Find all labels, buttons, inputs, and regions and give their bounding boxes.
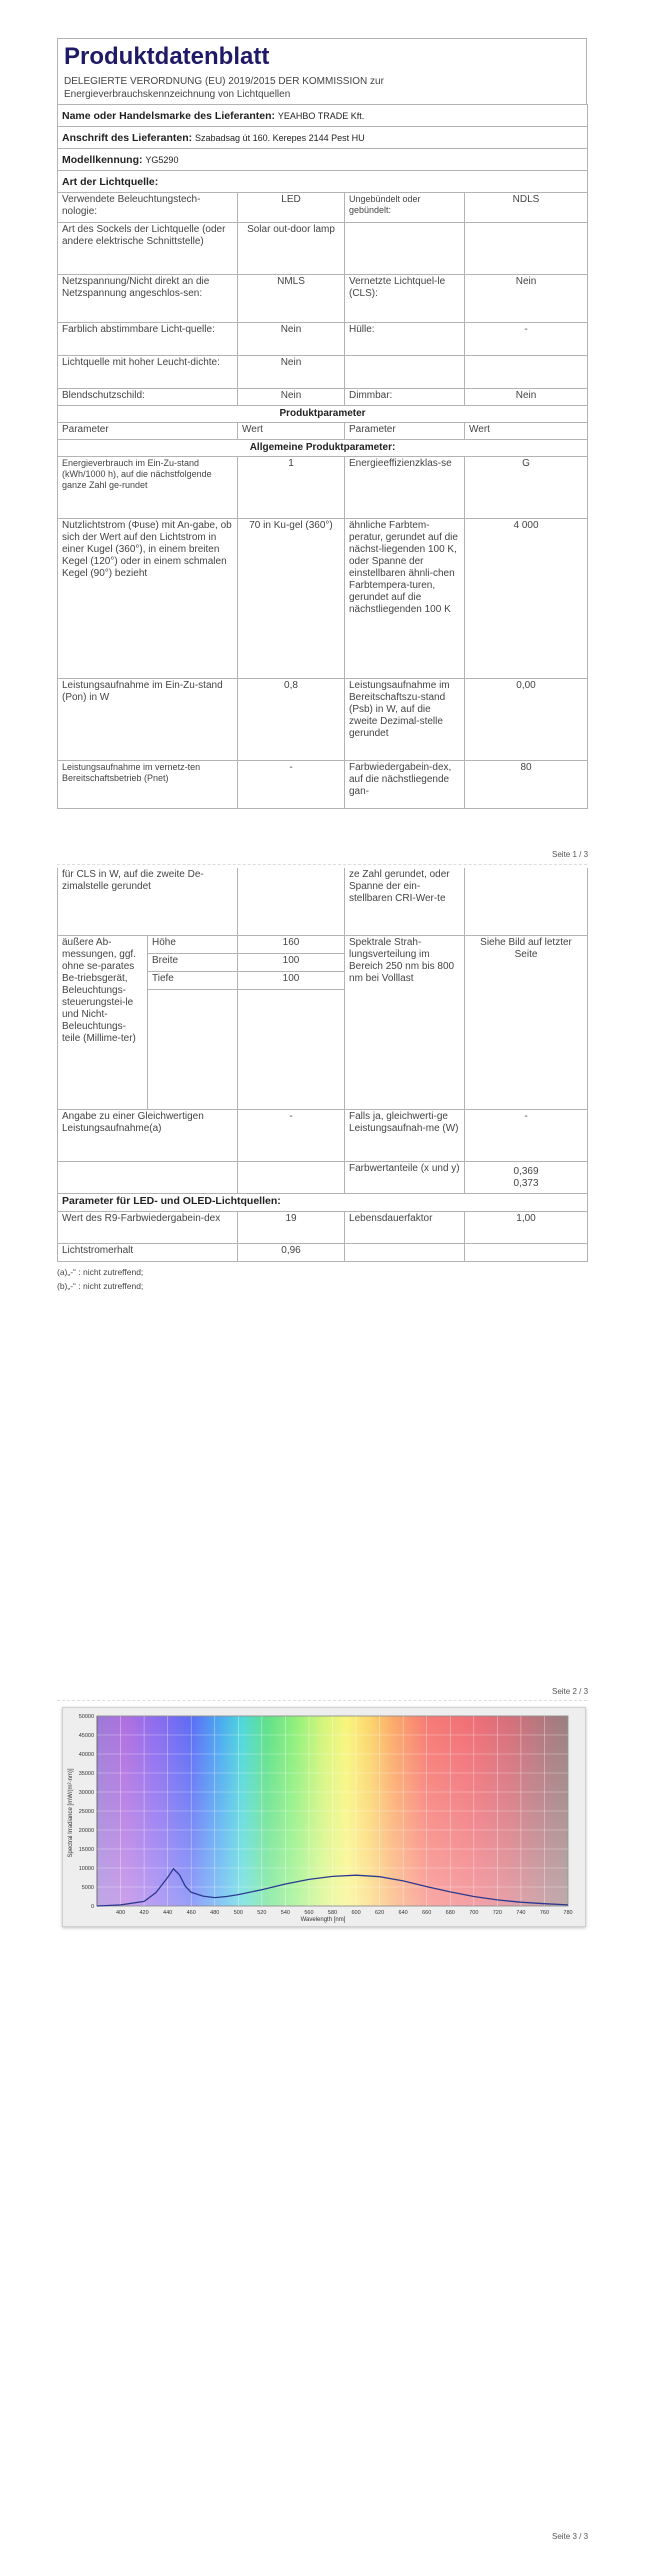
led-params-heading: Parameter für LED- und OLED-Lichtquellen:	[58, 1193, 588, 1211]
x-tick-label: 640	[398, 1910, 408, 1916]
envelope-label: Hülle:	[345, 323, 465, 356]
cct-label: ähnliche Farbtem-peratur, gerundet auf die nächst-liegenden 100 K, oder Spanne der einstellbaren ähnli-chen Farbtempera-turen, gerundet auf die nächstliegenden 100 K	[345, 519, 465, 679]
spectrum-chart	[62, 1707, 586, 1927]
col-header-param-1: Parameter	[58, 423, 238, 440]
tunable-label: Farblich abstimmbare Licht-quelle:	[58, 323, 238, 356]
doc-subtitle-1: DELEGIERTE VERORDNUNG (EU) 2019/2015 DER KOMMISSION zur	[64, 76, 384, 87]
doc-header	[57, 38, 587, 104]
x-tick-label: 420	[139, 1910, 149, 1916]
x-tick-label: 680	[445, 1910, 455, 1916]
spectrum-chart-svg	[63, 1708, 585, 1926]
life-label: Lebensdauerfaktor	[345, 1211, 465, 1243]
model-value: YG5290	[145, 155, 179, 165]
chroma-y-value: 0,373	[513, 1177, 539, 1189]
y-tick-label: 50000	[78, 1714, 94, 1720]
y-tick-label: 25000	[78, 1809, 94, 1815]
pnet-value: -	[238, 761, 345, 809]
product-params-heading: Produktparameter	[58, 406, 588, 423]
x-tick-label: 620	[375, 1910, 385, 1916]
cct-value: 4 000	[465, 519, 588, 679]
cap-value: Solar out-door lamp	[238, 223, 345, 275]
empty-cell	[465, 223, 588, 275]
maintenance-label: Lichtstromerhalt	[58, 1243, 238, 1261]
y-tick-label: 40000	[78, 1752, 94, 1758]
flux-value: 70 in Ku-gel (360°)	[238, 519, 345, 679]
y-tick-label: 20000	[78, 1828, 94, 1834]
depth-value: 100	[238, 971, 345, 989]
x-tick-label: 780	[563, 1910, 573, 1916]
chroma-x-value: 0,369	[513, 1165, 539, 1177]
col-header-param-2: Parameter	[345, 423, 465, 440]
lightsource-type-heading: Art der Lichtquelle:	[58, 171, 588, 193]
dimensions-label: äußere Ab-messungen, ggf. ohne se-parates Be-triebsgerät, Beleuchtungs-steuerungstei-le und Nicht-Beleuchtungs-teile (Millime-ter)	[58, 935, 148, 1109]
model-label: Modellkennung:	[62, 154, 143, 166]
psb-label: Leistungsaufnahme im Bereitschaftszu-stand (Psb) in W, auf die zweite Dezimal-stelle gerundet	[345, 679, 465, 761]
x-tick-label: 760	[539, 1910, 550, 1916]
mains-value: NMLS	[238, 275, 345, 323]
x-tick-label: 560	[304, 1910, 314, 1916]
x-tick-label: 700	[469, 1910, 479, 1916]
spd-label: Spektrale Strah-lungsverteilung im Bereich 250 nm bis 800 nm bei Volllast	[345, 935, 465, 1109]
y-axis-label: Spectral Irradiance [mW/(m²·nm)]	[68, 1768, 74, 1858]
col-header-value-2: Wert	[465, 423, 588, 440]
undirected-label: Ungebündelt oder gebündelt:	[345, 193, 465, 223]
x-tick-label: 600	[351, 1910, 361, 1916]
x-tick-label: 520	[257, 1910, 267, 1916]
pnet-label: Leistungsaufnahme im vernetz-ten Bereitschaftsbetrieb (Pnet)	[58, 761, 238, 809]
y-tick-label: 45000	[78, 1733, 94, 1739]
empty-cell	[238, 989, 345, 1109]
empty-cell	[238, 868, 345, 935]
equiv-power-value: -	[465, 1109, 588, 1161]
height-label: Höhe	[148, 935, 238, 953]
general-params-heading: Allgemeine Produktparameter:	[58, 440, 588, 457]
height-value: 160	[238, 935, 345, 953]
x-tick-label: 580	[327, 1910, 338, 1916]
dimmable-label: Dimmbar:	[345, 389, 465, 406]
page-1	[57, 38, 587, 809]
datasheet-table-page-2	[57, 868, 588, 1262]
footnote-b: (b)„-“ : nicht zutreffend;	[57, 1280, 144, 1291]
cri-label: Farbwiedergabein-dex, auf die nächstliegende gan-	[345, 761, 465, 809]
y-tick-label: 35000	[78, 1771, 94, 1777]
eclass-value: G	[465, 457, 588, 519]
y-tick-label: 30000	[78, 1790, 94, 1796]
pon-value: 0,8	[238, 679, 345, 761]
chroma-values	[465, 1161, 588, 1193]
r9-value: 19	[238, 1211, 345, 1243]
page-number-3: Seite 3 / 3	[552, 2532, 589, 2541]
energy-label: Energieverbrauch im Ein-Zu-stand (kWh/1000 h), auf die nächstfolgende ganze Zahl ge-rundet	[58, 457, 238, 519]
supplier-row	[58, 105, 588, 127]
width-value: 100	[238, 953, 345, 971]
supplier-label: Name oder Handelsmarke des Lieferanten:	[62, 110, 275, 122]
doc-subtitle-2: Energieverbrauchskennzeichnung von Lichtquellen	[64, 89, 291, 100]
maintenance-value: 0,96	[238, 1243, 345, 1261]
flux-label: Nutzlichtstrom (Φuse) mit An-gabe, ob sich der Wert auf den Lichtstrom in einer Kugel (360°), in einem breiten Kegel (120°) oder in einem schmalen Kegel (90°) bezieht	[58, 519, 238, 679]
dimmable-value: Nein	[465, 389, 588, 406]
y-tick-label: 15000	[78, 1847, 94, 1853]
r9-label: Wert des R9-Farbwiedergabein-dex	[58, 1211, 238, 1243]
cri-label-continued: ze Zahl gerundet, oder Spanne der ein-stellbaren CRI-Wer-te	[345, 868, 465, 935]
pnet-label-continued: für CLS in W, auf die zweite De-zimalstelle gerundet	[58, 868, 238, 935]
x-tick-label: 500	[233, 1910, 243, 1916]
address-label: Anschrift des Lieferanten:	[62, 132, 193, 144]
eclass-label: Energieeffizienzklas-se	[345, 457, 465, 519]
address-value: Szabadsag út 160. Kerepes 2144 Pest HU	[195, 133, 365, 143]
x-tick-label: 460	[186, 1910, 196, 1916]
supplier-value: YEAHBO TRADE Kft.	[277, 111, 365, 121]
y-tick-label: 5000	[81, 1885, 94, 1891]
antiglare-label: Blendschutzschild:	[58, 389, 238, 406]
doc-title: Produktdatenblatt	[64, 43, 270, 70]
empty-cell	[465, 1243, 588, 1261]
chroma-label: Farbwertanteile (x und y)	[345, 1161, 465, 1193]
cri-value: 80	[465, 761, 588, 809]
technology-value: LED	[238, 193, 345, 223]
empty-cell	[238, 1161, 345, 1193]
model-row	[58, 149, 588, 171]
col-header-value-1: Wert	[238, 423, 345, 440]
x-tick-label: 740	[516, 1910, 526, 1916]
y-tick-label: 10000	[78, 1866, 94, 1872]
empty-cell	[58, 1161, 238, 1193]
spd-value: Siehe Bild auf letzter Seite	[465, 935, 588, 1109]
pon-label: Leistungsaufnahme im Ein-Zu-stand (Pon) in W	[58, 679, 238, 761]
equiv-label: Angabe zu einer Gleichwertigen Leistungsaufnahme(a)	[58, 1109, 238, 1161]
highlum-label: Lichtquelle mit hoher Leucht-dichte:	[58, 356, 238, 389]
empty-cell	[345, 356, 465, 389]
tunable-value: Nein	[238, 323, 345, 356]
width-label: Breite	[148, 953, 238, 971]
datasheet-table-page-1	[57, 104, 588, 809]
page-separator	[57, 1700, 587, 1701]
y-tick-label: 0	[90, 1904, 94, 1910]
cap-label: Art des Sockels der Lichtquelle (oder andere elektrische Schnittstelle)	[58, 223, 238, 275]
envelope-value: -	[465, 323, 588, 356]
x-tick-label: 540	[280, 1910, 290, 1916]
x-tick-label: 720	[492, 1910, 502, 1916]
antiglare-value: Nein	[238, 389, 345, 406]
empty-cell	[148, 989, 238, 1109]
x-tick-label: 660	[422, 1910, 432, 1916]
connected-label: Vernetzte Lichtquel-le (CLS):	[345, 275, 465, 323]
page-number-2: Seite 2 / 3	[552, 1687, 589, 1696]
x-tick-label: 400	[115, 1910, 126, 1916]
equiv-value: -	[238, 1109, 345, 1161]
depth-label: Tiefe	[148, 971, 238, 989]
highlum-value: Nein	[238, 356, 345, 389]
equiv-power-label: Falls ja, gleichwerti-ge Leistungsaufnah-me (W)	[345, 1109, 465, 1161]
x-tick-label: 480	[210, 1910, 220, 1916]
undirected-value: NDLS	[465, 193, 588, 223]
empty-cell	[345, 223, 465, 275]
address-row	[58, 127, 588, 149]
page-separator	[57, 864, 587, 865]
page-2	[57, 868, 587, 1293]
x-tick-label: 440	[163, 1910, 173, 1916]
page-number-1: Seite 1 / 3	[552, 850, 589, 859]
energy-value: 1	[238, 457, 345, 519]
mains-label: Netzspannung/Nicht direkt an die Netzspannung angeschlos-sen:	[58, 275, 238, 323]
empty-cell	[465, 356, 588, 389]
psb-value: 0,00	[465, 679, 588, 761]
x-axis-label: Wavelength [nm]	[300, 1917, 346, 1923]
footnote-a: (a)„-“ : nicht zutreffend;	[57, 1266, 144, 1277]
empty-cell	[345, 1243, 465, 1261]
life-value: 1,00	[465, 1211, 588, 1243]
technology-label: Verwendete Beleuchtungstech-nologie:	[58, 193, 238, 223]
empty-cell	[465, 868, 588, 935]
connected-value: Nein	[465, 275, 588, 323]
